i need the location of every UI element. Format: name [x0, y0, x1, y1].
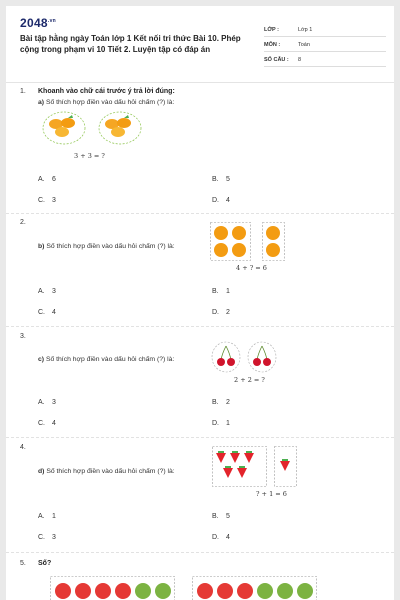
cherry-icon	[217, 346, 235, 366]
mango-illustration	[42, 110, 152, 152]
question-3-option-d[interactable]: D. 1	[212, 420, 230, 427]
question-separator	[6, 552, 394, 553]
question-2-option-d[interactable]: D. 2	[212, 309, 230, 316]
question-separator	[6, 326, 394, 327]
strawberry-icon	[216, 453, 290, 478]
question-1-instruction: Khoanh vào chữ cái trước ý trả lời đúng:	[38, 88, 175, 95]
strawberry-illustration	[212, 446, 298, 488]
cherry-icon	[253, 346, 271, 366]
question-1-option-b[interactable]: B. 5	[212, 176, 230, 183]
question-1-text: a) Số thích hợp điền vào dấu hỏi chấm (?) là:	[38, 99, 175, 106]
question-3-option-a[interactable]: A. 3	[38, 399, 56, 406]
question-separator	[6, 437, 394, 438]
question-3-text: c) Số thích hợp điền vào dấu hỏi chấm (?) là:	[38, 356, 175, 363]
cherry-illustration	[210, 340, 282, 374]
worksheet-page	[6, 6, 394, 600]
question-2-equation: 4 + ? = 6	[236, 264, 267, 272]
question-1-option-c[interactable]: C. 3	[38, 197, 56, 204]
header-divider	[6, 82, 394, 83]
question-4-option-a[interactable]: A. 1	[38, 513, 56, 520]
question-4-option-b[interactable]: B. 5	[212, 513, 230, 520]
orange-icon	[214, 226, 280, 257]
question-3-number: 3.	[20, 333, 26, 340]
site-logo[interactable]: $2048^{.vn}$	[20, 16, 57, 30]
question-2-text: b) Số thích hợp điền vào dấu hỏi chấm (?) là:	[38, 243, 175, 250]
question-2-option-a[interactable]: A. 3	[38, 288, 56, 295]
question-2-option-b[interactable]: B. 1	[212, 288, 230, 295]
question-3-equation: 2 + 2 = ?	[234, 376, 265, 384]
question-1-option-d[interactable]: D. 4	[212, 197, 230, 204]
meta-row-grade: LỚP : Lớp 1	[264, 22, 386, 37]
question-4-number: 4.	[20, 444, 26, 451]
question-5-number: 5.	[20, 560, 26, 567]
apple-red-icon	[55, 583, 253, 599]
orange-illustration	[210, 222, 290, 262]
question-4-option-c[interactable]: C. 3	[38, 534, 56, 541]
worksheet-title: Bài tập hằng ngày Toán lớp 1 Kết nối tri thức Bài 10. Phép cộng trong phạm vi 10 Tiết 2. Luyện tập có đáp án	[20, 34, 241, 54]
question-1-option-a[interactable]: A. 6	[38, 176, 56, 183]
question-separator	[6, 213, 394, 214]
question-1-equation: 3 + 3 = ?	[74, 152, 105, 160]
question-5-instruction: Số?	[38, 560, 52, 567]
question-4-text: d) Số thích hợp điền vào dấu hỏi chấm (?) là:	[38, 468, 175, 475]
meta-panel	[264, 22, 386, 67]
apple-illustration	[50, 576, 350, 600]
meta-row-count: SỐ CÂU : 8	[264, 52, 386, 67]
worksheet-header	[20, 16, 386, 76]
question-3-option-c[interactable]: C. 4	[38, 420, 56, 427]
mango-icon	[49, 115, 75, 137]
question-4-equation: ? + 1 = 6	[256, 490, 287, 498]
question-1-number: 1.	[20, 88, 26, 95]
mango-icon	[105, 115, 131, 137]
meta-row-subject: MÔN : Toán	[264, 37, 386, 52]
question-4-option-d[interactable]: D. 4	[212, 534, 230, 541]
question-2-number: 2.	[20, 219, 26, 226]
question-2-option-c[interactable]: C. 4	[38, 309, 56, 316]
question-3-option-b[interactable]: B. 2	[212, 399, 230, 406]
